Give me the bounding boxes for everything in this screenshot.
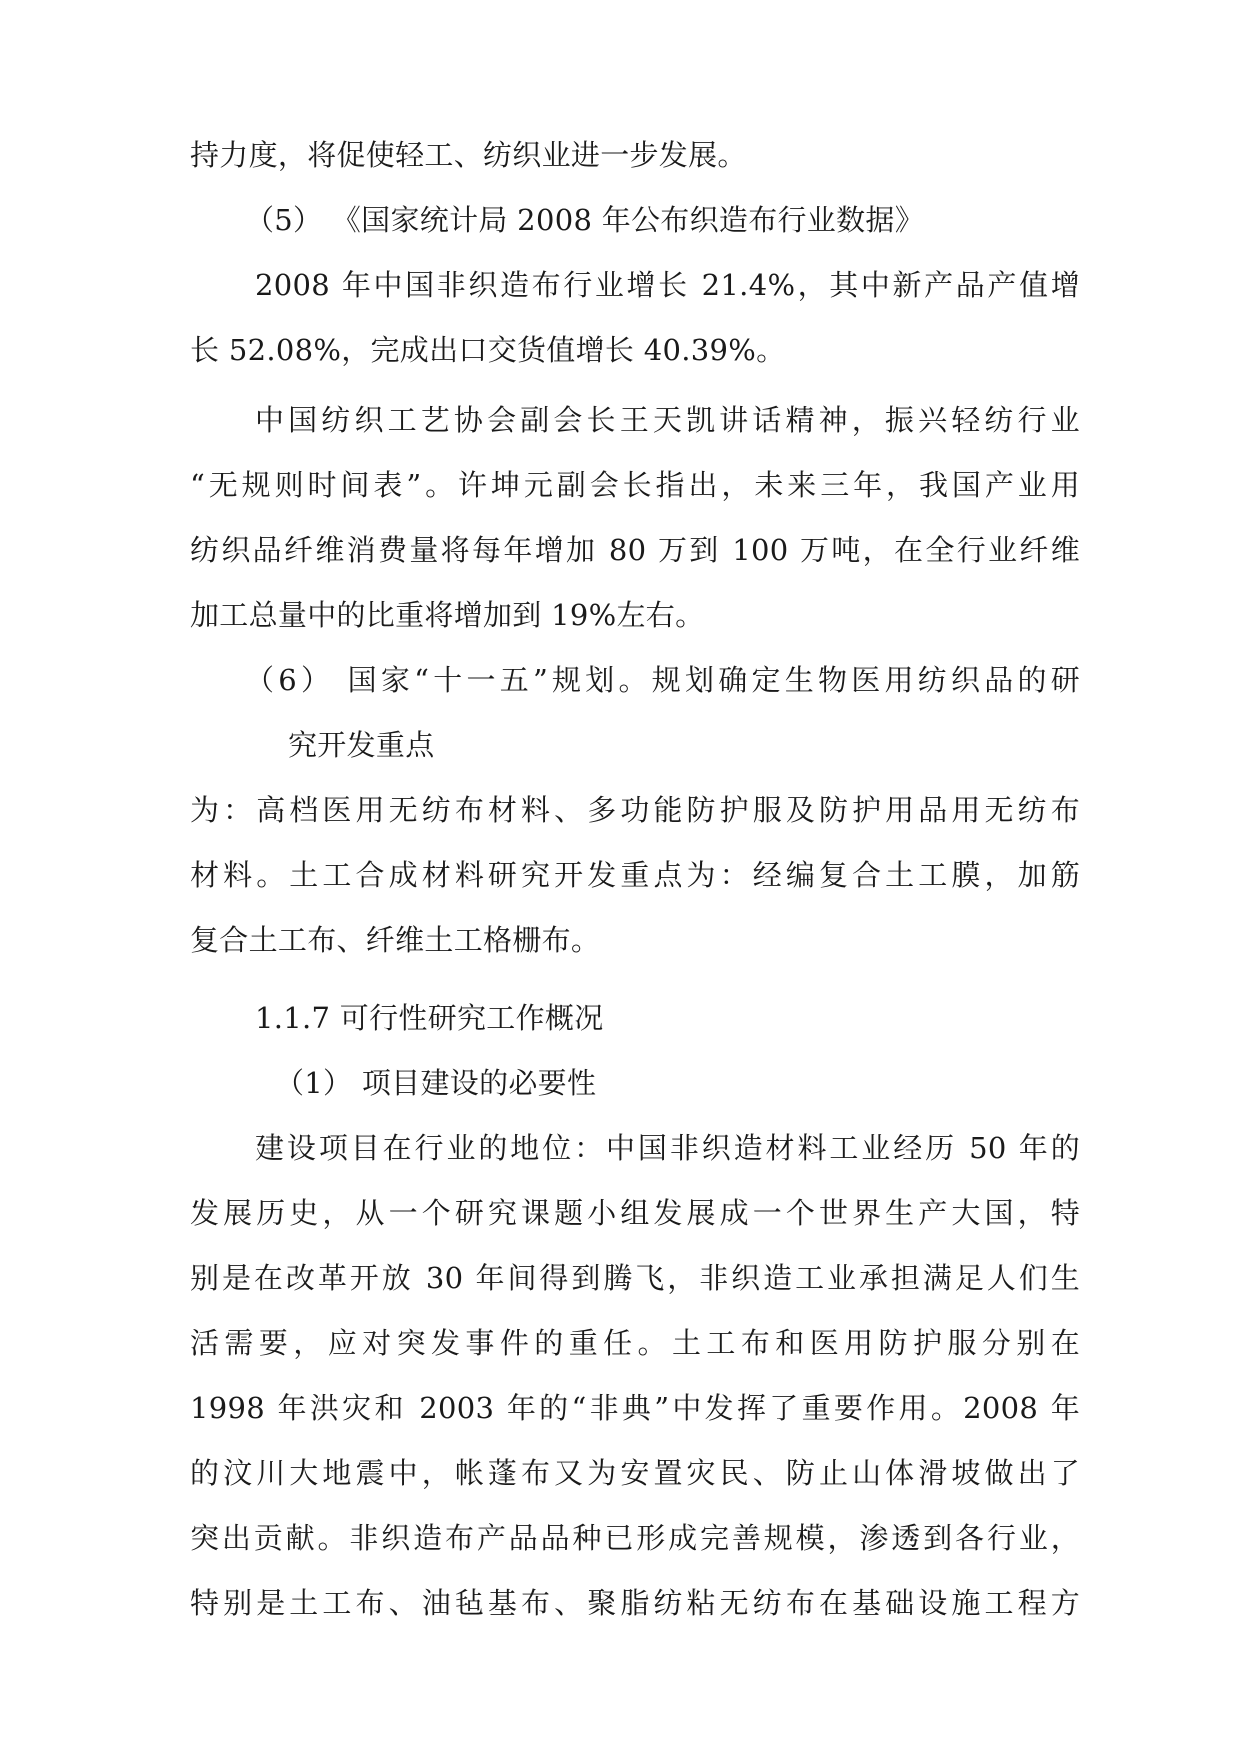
paragraph-line: 加工总量中的比重将增加到 19%左右。 <box>190 598 705 632</box>
paragraph-line: 建设项目在行业的地位：中国非织造材料工业经历 50 年的 <box>255 1131 1080 1165</box>
paragraph-line: “无规则时间表”。许坤元副会长指出，未来三年，我国产业用 <box>190 468 1080 502</box>
paragraph-line: 复合土工布、纤维土工格栅布。 <box>190 923 601 957</box>
paragraph-line: 1998 年洪灾和 2003 年的“非典”中发挥了重要作用。2008 年 <box>190 1391 1080 1425</box>
list-item-heading: （5） 《国家统计局 2008 年公布织造布行业数据》 <box>245 203 925 237</box>
paragraph-line: 究开发重点 <box>288 728 435 762</box>
paragraph-line: 为：高档医用无纺布材料、多功能防护服及防护用品用无纺布 <box>190 793 1080 827</box>
paragraph-line: 特别是土工布、油毡基布、聚脂纺粘无纺布在基础设施工程方 <box>190 1586 1080 1620</box>
paragraph-line: 材料。土工合成材料研究开发重点为：经编复合土工膜，加筋 <box>190 858 1080 892</box>
paragraph-line: 发展历史，从一个研究课题小组发展成一个世界生产大国，特 <box>190 1196 1080 1230</box>
paragraph-line: 2008 年中国非织造布行业增长 21.4%，其中新产品产值增 <box>255 268 1080 302</box>
paragraph-line: 突出贡献。非织造布产品品种已形成完善规模，渗透到各行业， <box>190 1521 1080 1555</box>
paragraph-line: 别是在改革开放 30 年间得到腾飞，非织造工业承担满足人们生 <box>190 1261 1080 1295</box>
paragraph-line: 持力度，将促使轻工、纺织业进一步发展。 <box>190 138 747 172</box>
paragraph-line: 中国纺织工艺协会副会长王天凯讲话精神，振兴轻纺行业 <box>255 403 1080 437</box>
paragraph-line: 活需要，应对突发事件的重任。土工布和医用防护服分别在 <box>190 1326 1080 1360</box>
list-item-heading: （6） 国家“十一五”规划。规划确定生物医用纺织品的研 <box>245 663 1080 697</box>
paragraph-line: 纺织品纤维消费量将每年增加 80 万到 100 万吨，在全行业纤维 <box>190 533 1080 567</box>
paragraph-line: 长 52.08%，完成出口交货值增长 40.39%。 <box>190 333 786 367</box>
list-item-heading: （1） 项目建设的必要性 <box>275 1066 597 1100</box>
section-heading: 1.1.7 可行性研究工作概况 <box>255 1001 604 1035</box>
paragraph-line: 的汶川大地震中，帐蓬布又为安置灾民、防止山体滑坡做出了 <box>190 1456 1080 1490</box>
